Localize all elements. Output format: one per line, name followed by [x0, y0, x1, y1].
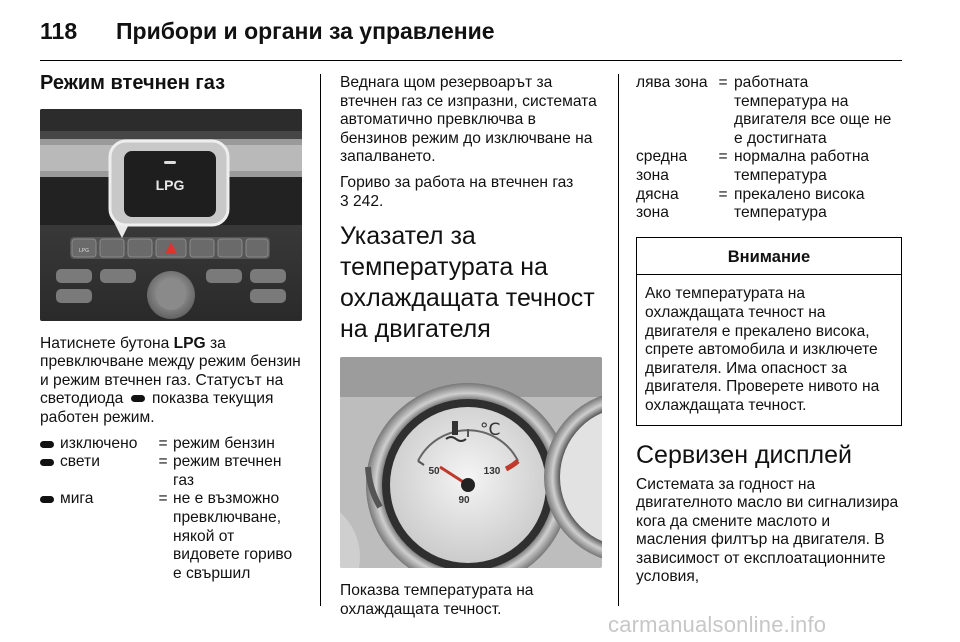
service-paragraph: Системата за годност на двигателното масло ви сигнализира кога да смените маслото и масления филтър на двигателя. В зависимост от експлоатационните условия, — [636, 475, 899, 586]
gauge-label-130: 130 — [483, 466, 501, 478]
header-rule — [40, 60, 902, 61]
led-mode-off: режим бензин — [173, 434, 275, 452]
led-row-state — [40, 453, 153, 490]
gauge-caption: Показва температурата на охлаждащата течност. — [340, 582, 534, 618]
led-mode-on: режим втечнен газ — [173, 453, 282, 489]
equals-sign: = — [718, 185, 728, 203]
zone-left-desc: работната температура на двигателя все още не е достигната — [734, 74, 892, 147]
led-symbol-icon — [40, 496, 54, 503]
small-lpg-label: LPG — [78, 247, 90, 254]
led-state-blink: мига — [60, 490, 94, 508]
led-state-off: изключено — [60, 434, 138, 452]
led-symbol-icon — [40, 459, 54, 466]
column-divider-1 — [320, 74, 321, 606]
equals-sign: = — [158, 453, 168, 471]
section-heading-lpg: Режим втечнен газ — [40, 72, 226, 94]
zone-right-desc: прекалено висока температура — [734, 185, 865, 222]
column-divider-2 — [618, 74, 619, 606]
led-symbol-icon — [131, 395, 145, 402]
zone-middle: средна зона — [636, 148, 688, 184]
gauge-label-90: 90 — [458, 495, 470, 507]
column-2 — [340, 74, 604, 626]
led-state-on: свети — [60, 453, 100, 471]
led-row-state — [40, 490, 153, 583]
gauge-label-50: 50 — [428, 466, 440, 478]
coolant-gauge-illustration — [340, 357, 602, 568]
lpg-empty-paragraph: Веднага щом резервоарът за втечнен газ се изпразни, системата автоматично превключва в бензинов режим до изключване на запалването. — [340, 74, 597, 166]
lpg-button-figure — [40, 109, 302, 321]
lpg-text-2: за превключване между режим бензин и режим втечнен газ. Статусът на светодиода — [40, 334, 301, 408]
led-state-table — [40, 435, 302, 584]
page-header-title: Прибори и органи за управление — [116, 18, 495, 44]
equals-sign: = — [158, 434, 168, 452]
zone-left: лява зона — [636, 74, 708, 91]
fuel-reference-text: Гориво за работа на втечнен газ — [340, 173, 574, 191]
equals-sign: = — [158, 490, 168, 508]
page-reference-link[interactable]: 3 242. — [340, 192, 384, 210]
temperature-zone-table — [636, 74, 902, 223]
warning-box — [636, 237, 902, 426]
led-symbol-icon — [40, 441, 54, 448]
equals-sign: = — [718, 148, 728, 166]
lpg-text-bold: LPG — [173, 334, 206, 352]
led-row-state — [40, 435, 153, 454]
lpg-button-label: LPG — [155, 176, 185, 193]
watermark: carmanualsonline.info — [608, 612, 827, 637]
lpg-paragraph — [40, 335, 302, 428]
gauge-unit-label: °C — [480, 420, 501, 441]
equals-sign: = — [718, 74, 728, 91]
page-header — [40, 18, 495, 45]
warning-body: Ако температурата на охлаждащата течност на двигателя е прекалено висока, спрете автомобила и изключете двигателя. Има опасност за двигателя. Проверете нивото на охлаждащата течност. — [645, 285, 880, 414]
section-heading-service: Сервизен дисплей — [636, 440, 852, 469]
coolant-gauge-figure — [340, 357, 602, 568]
lpg-text-1: Натиснете бутона — [40, 334, 174, 352]
fuel-reference-paragraph — [340, 174, 604, 211]
page-number: 118 — [40, 18, 78, 44]
led-mode-blink: не е възможно превключване, някой от видовете гориво е свършил — [173, 490, 293, 582]
dashboard-illustration — [40, 109, 302, 321]
zone-right: дясна зона — [636, 185, 679, 222]
warning-title: Внимание — [637, 238, 901, 276]
column-3 — [636, 74, 902, 594]
lpg-text-3: показва текущия работен режим. — [40, 390, 274, 426]
section-heading-coolant: Указател за температурата на охлаждащата течност на двигателя — [340, 222, 595, 344]
zone-middle-desc: нормална работна температура — [734, 148, 870, 184]
column-1 — [40, 74, 302, 583]
